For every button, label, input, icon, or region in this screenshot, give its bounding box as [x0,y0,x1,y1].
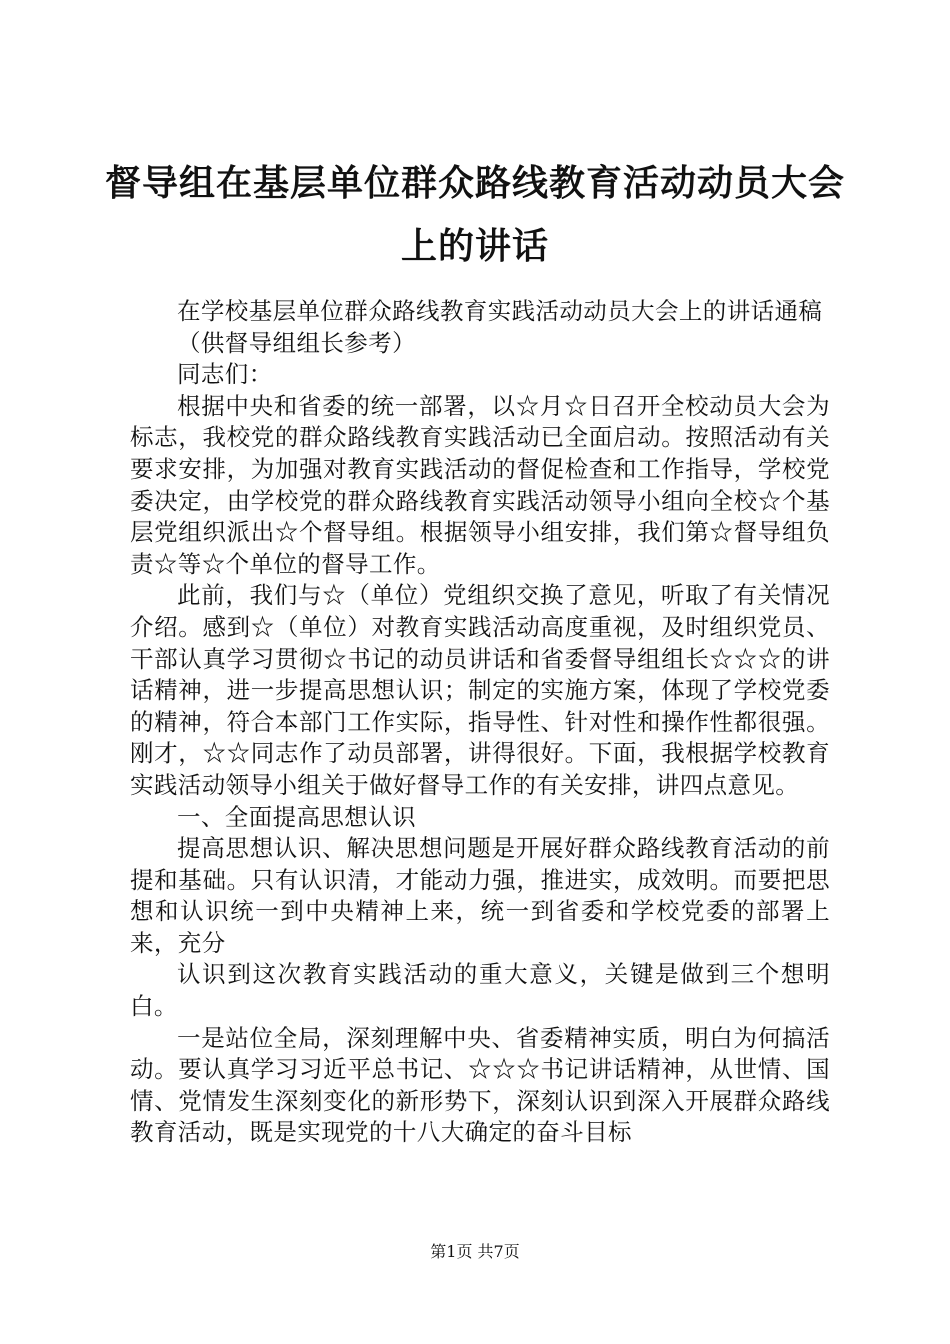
paragraph-subtitle: 在学校基层单位群众路线教育实践活动动员大会上的讲话通稿 [177,297,823,325]
paragraph: 此前，我们与☆（单位）党组织交换了意见，听取了有关情况介绍。感到☆（单位）对教育实践活动高度重视，及时组织党员、干部认真学习贯彻☆书记的动员讲话和省委督导组组长☆☆☆的讲话精神，进一步提高思想认识；制定的实施方案，体现了学校党委的精神，符合本部门工作实际，指导性、针对性和操作性都很强。刚才，☆☆同志作了动员部署，讲得很好。下面，我根据学校教育实践活动领导小组关于做好督导工作的有关安排，讲四点意见。 [130,581,830,799]
document-title-line-2: 上的讲话 [400,225,549,267]
section-heading: 一、全面提高思想认识 [177,802,416,831]
paragraph: 根据中央和省委的统一部署，以☆月☆日召开全校动员大会为标志，我校党的群众路线教育实践活动已全面启动。按照活动有关要求安排，为加强对教育实践活动的督促检查和工作指导，学校党委决定，由学校党的群众路线教育实践活动领导小组向全校☆个基层党组织派出☆个督导组。根据领导小组安排，我们第☆督导组负责☆等☆个单位的督导工作。 [130,391,830,578]
document-body [130,296,830,1149]
paragraph: 一是站位全局，深刻理解中央、省委精神实质，明白为何搞活动。要认真学习习近平总书记、☆☆☆书记讲话精神，从世情、国情、党情发生深刻变化的新形势下，深刻认识到深入开展群众路线教育活动，既是实现党的十八大确定的奋斗目标 [130,1023,830,1147]
paragraph-salutation: 同志们： [177,360,273,389]
paragraph: 提高思想认识、解决思想问题是开展好群众路线教育活动的前提和基础。只有认识清，才能动力强，推进实，成效明。而要把思想和认识统一到中央精神上来，统一到省委和学校党委的部署上来，充分 [130,834,830,957]
paragraph-note: （供督导组组长参考） [177,328,416,357]
document-title-line-1: 督导组在基层单位群众路线教育活动动员大会 [104,162,845,204]
page-number-footer: 第1页 共7页 [430,1242,520,1261]
paragraph: 认识到这次教育实践活动的重大意义，关键是做到三个想明白。 [130,960,830,1021]
